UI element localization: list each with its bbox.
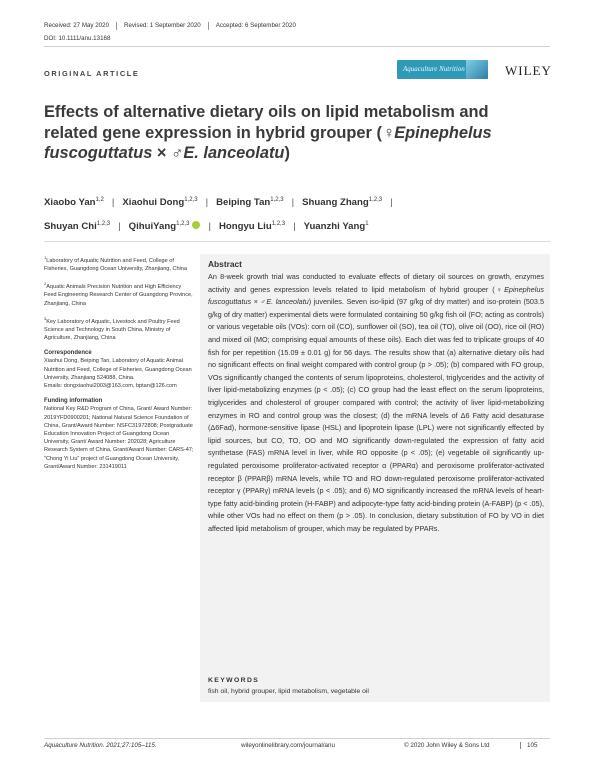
author-separator: | <box>293 221 296 232</box>
author-item[interactable]: QihuiYang$^{1,2,3}$ <box>129 215 201 239</box>
title-close-paren: ) <box>284 144 290 162</box>
author-list <box>44 191 554 239</box>
keywords-list: fish oil, hybrid grouper, lipid metabolism, vegetable oil <box>208 688 369 695</box>
logo-wave-graphic <box>466 60 488 79</box>
side-info-column <box>44 254 194 478</box>
header-divider <box>44 46 550 47</box>
author-separator: | <box>111 197 115 208</box>
date-divider <box>116 22 117 30</box>
author-item[interactable]: Hongyu Liu$^{1,2,3}$ <box>218 220 286 232</box>
affiliation: $^2$Aquatic Animals Precision Nutrition and High Efficiency Feed Engineering Research Center of Guangdong Province, Zhanjiang, China <box>44 281 193 307</box>
author-item[interactable]: Shuang Zhang$^{1,2,3}$ <box>302 196 383 208</box>
page-number: 105 <box>520 742 538 749</box>
footer-url-link[interactable]: wileyonlinelibrary.com/journal/anu <box>241 742 336 749</box>
orcid-icon[interactable] <box>192 221 200 229</box>
received-date: Received: 27 May 2020 <box>44 22 110 29</box>
article-dates <box>44 22 296 30</box>
correspondence-block <box>44 349 194 390</box>
cross-symbol: × <box>152 144 172 162</box>
male-symbol: ♂ <box>171 144 184 162</box>
publisher-logo: WILEY <box>505 63 552 78</box>
article-title <box>44 102 554 164</box>
author-item[interactable]: Shuyan Chi$^{1,2,3}$ <box>44 220 111 232</box>
author-separator: | <box>390 197 393 208</box>
keywords-heading: KEYWORDS <box>208 677 260 684</box>
accepted-date: Accepted: 6 September 2020 <box>215 22 296 29</box>
author-item[interactable]: Xiaohui Dong$^{1,2,3}$ <box>122 196 198 208</box>
author-separator: | <box>291 197 295 208</box>
doi-link[interactable]: DOI: 10.1111/anu.13168 <box>44 35 111 42</box>
footer-divider <box>44 738 550 739</box>
author-separator: | <box>205 197 209 208</box>
footer-citation: Aquaculture Nutrition. 2021;27:105–115. <box>44 742 157 749</box>
funding-text: National Key R&D Program of China, Grant/ Award Number: 2019YFD0900201; National Natural Science Foundation of China, Grant/Award Number: NSFC31972808; Postgraduate Education Innovation Project of Guangdong Ocean University, Grant/ Award Number: 202028; Agriculture Research System of China, Grant/Award Number: CARS-47; "Chong Yi Liu" project of Guangdong Ocean University, Grant/Award Number: 231419011 <box>44 406 194 470</box>
affiliation: $^3$Key Laboratory of Aquatic, Livestock and Poultry Feed Science and Technology in South China, Ministry of Agriculture, Zhanjiang, China <box>44 315 180 341</box>
affiliation: $^1$Laboratory of Aquatic Nutrition and Feed, College of Fisheries, Guangdong Ocean University, Zhanjiang, China <box>44 255 187 273</box>
funding-heading: Funding information <box>44 398 103 405</box>
author-separator: | <box>118 221 121 232</box>
author-separator: | <box>208 221 211 232</box>
species-name-1: Epinephelus fuscoguttatus <box>44 123 492 162</box>
species-name-2: E. lanceolatu <box>183 144 285 162</box>
title-line-2: related gene expression in hybrid grouper ( <box>44 123 382 142</box>
abstract-heading: Abstract <box>208 259 242 269</box>
journal-logo-text: Aquaculture Nutrition <box>403 65 465 73</box>
correspondence-heading: Correspondence <box>44 350 92 357</box>
correspondence-emails[interactable]: Emails: dongxiaohui2003@163.com, bptan@126.com <box>44 382 177 389</box>
authors-divider <box>44 241 550 242</box>
revised-date: Revised: 1 September 2020 <box>124 22 201 29</box>
journal-logo <box>397 60 488 79</box>
female-symbol: ♀ <box>381 123 395 142</box>
abstract-body: An 8-week growth trial was conducted to evaluate effects of dietary oil sources on growth, enzymes activity and genes expression levels related to lipid metabolism of hybrid grouper (♀Epinephelus fuscoguttatus × ♂E. lanceolatu) juveniles. Seven iso-lipid (97 g/kg of dry matter) and iso-protein (503.5 g/kg of dry matter) experimental diets were formulated containing 50 g/kg fish oil (FO; acting as controls) or various vegetable oils (VOs): corn oil (CO), sunflower oil (SO), tea oil (TO), olive oil (OO), rice oil (RO) and mixed oil (MO; comprising equal amounts of these oils). Each diet was fed to triplicate groups of 40 fish for per repetition (15.09 ± 0.01 g) for 56 days. The results show that (a) alternative dietary oils had no significant effects on final weight compared with control group (p > .05); (b) compared with FO group, VOs significantly changed the contents of serum lipoproteins, cholesterol, triglycerides and the activity of liver lipid-metabolizing enzymes (p < .05); (c) CO group had the least effect on the serum lipoproteins, triglycerides and cholesterol of grouper compared with control; the activity of liver lipid-metabolizing enzymes in RO and control group was the closest; (d) the mRNA levels of Δ6 Fatty acid desaturase (Δ6Fad), hormone-sensitive lipase (HSL) and lipoprotein lipase (LPL) were not significantly effected by lipid sources, but CO, TO, OO and MO significantly down-regulated the expression of fatty acid synthetase (FAS) mRNA level in liver, while RO opposite (p < .05); (e) vegetable oil significantly up-regulated peroxisome proliferator-activated receptor α (PPARα) and peroxisome proliferator-activated receptor β (PPARβ) mRNA levels, while TO and RO down-regulated peroxisome proliferator-activated receptor γ (PPARγ) mRNA levels (p < .05); and 6) MO significantly increased the mRNA levels of heart-type fatty acid-binding protein (H-FABP) and adipocyte-type fatty acid-binding protein (A-FABP) (p < .05), while other VOs had no effect on them (p > .05). In conclusion, dietary substitution of FO by VO in diet affected lipid metabolism of grouper, which may be regulated by PPARs. <box>208 272 544 533</box>
author-item[interactable]: Beiping Tan$^{1,2,3}$ <box>216 196 284 208</box>
title-line-1: Effects of alternative dietary oils on lipid metabolism and <box>44 103 489 121</box>
author-item[interactable]: Yuanzhi Yang$^1$ <box>303 220 369 232</box>
correspondence-text: Xiaohui Dong, Beiping Tan, Laboratory of Aquatic Animal Nutrition and Feed, College of Fisheries, Guangdong Ocean University, Zhanjiang 524088, China. <box>44 358 192 381</box>
species-name-italic: Epinephelus fuscoguttatus × ♂E. lanceolatu <box>208 284 544 307</box>
funding-block <box>44 397 194 471</box>
date-divider <box>208 22 209 30</box>
footer-copyright: © 2020 John Wiley & Sons Ltd <box>404 742 490 749</box>
author-item[interactable]: Xiaobo Yan$^{1,2}$ <box>44 196 104 208</box>
article-type-label: ORIGINAL ARTICLE <box>44 69 140 78</box>
